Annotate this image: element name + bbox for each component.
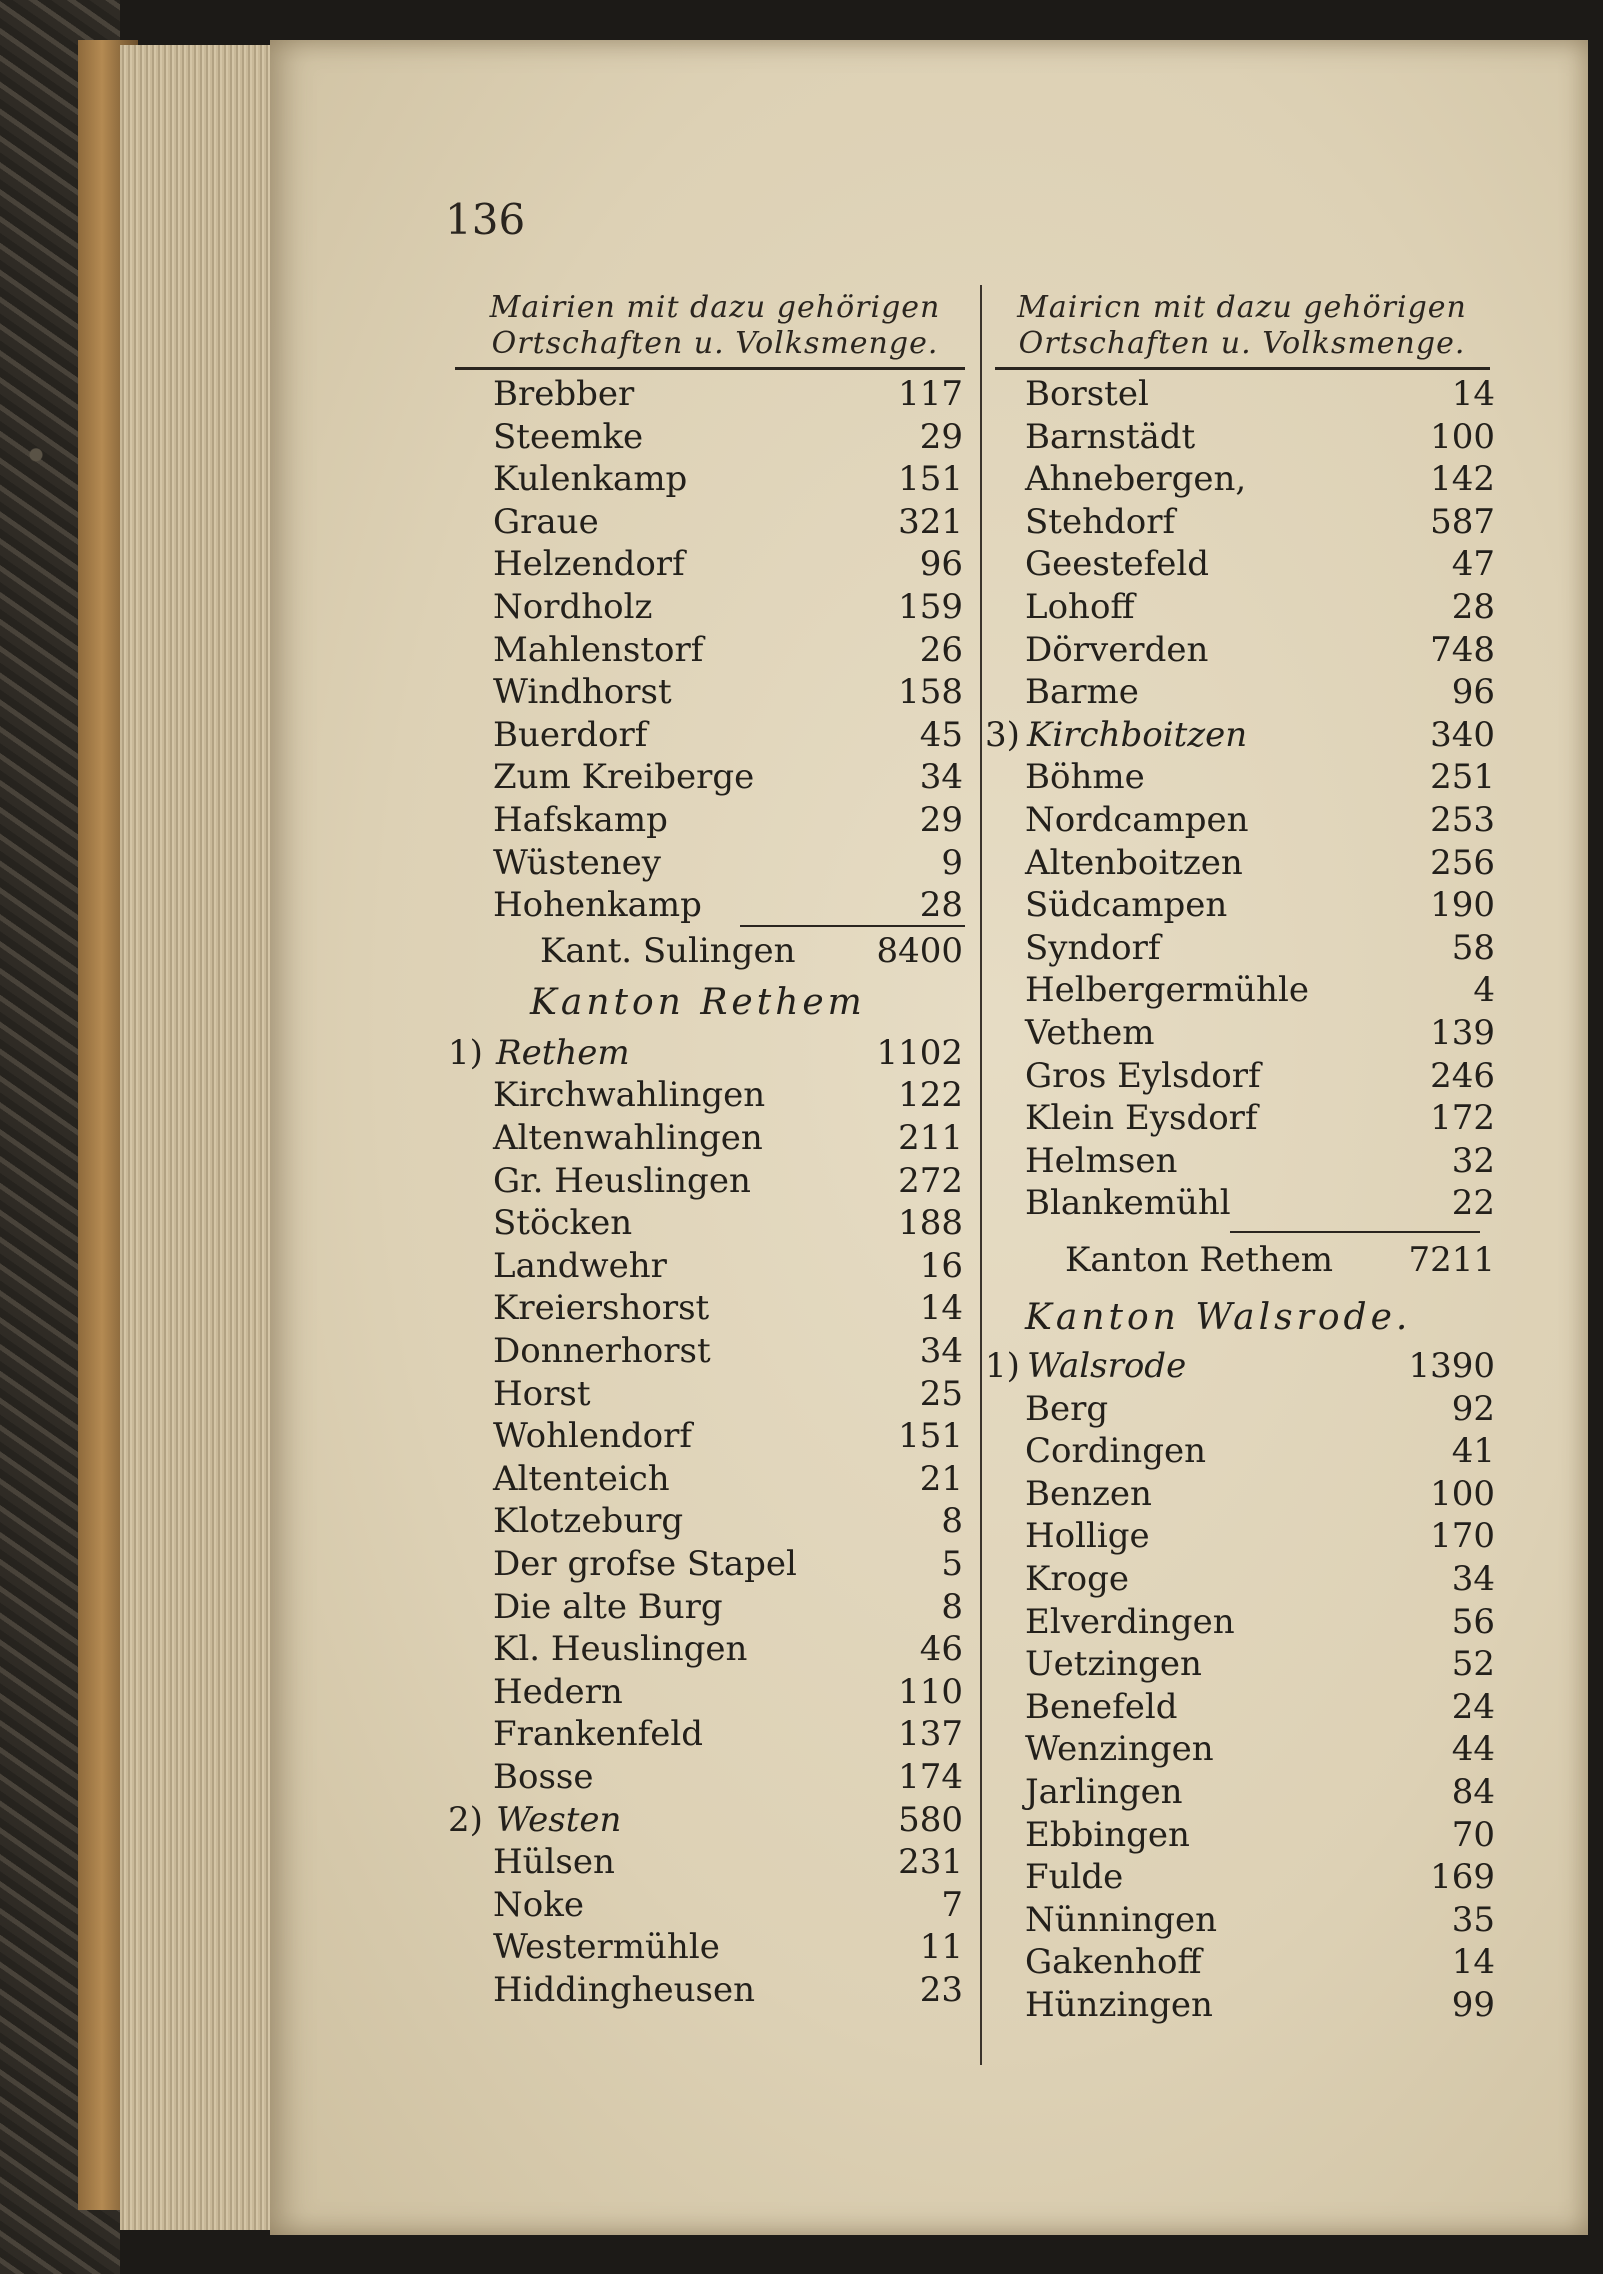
sum-rule bbox=[740, 925, 965, 927]
population-value: 587 bbox=[1430, 501, 1495, 542]
population-value: 151 bbox=[898, 459, 963, 500]
place-name: Gakenhoff bbox=[1025, 1942, 1202, 1983]
place-name: Geestefeld bbox=[1025, 544, 1209, 585]
place-row bbox=[493, 1160, 963, 1202]
population-value: 172 bbox=[1430, 1098, 1495, 1139]
place-name: Cordingen bbox=[1025, 1431, 1207, 1472]
place-row bbox=[493, 671, 963, 713]
place-row bbox=[1025, 1182, 1495, 1224]
place-name: Altenboitzen bbox=[1025, 842, 1243, 883]
population-value: 231 bbox=[898, 1842, 963, 1883]
place-row bbox=[493, 1628, 963, 1670]
place-name: Kirchwahlingen bbox=[493, 1075, 766, 1116]
population-value: 28 bbox=[919, 885, 963, 926]
place-row bbox=[1025, 671, 1495, 713]
place-name: Vethem bbox=[1025, 1013, 1155, 1053]
place-name: Klotzeburg bbox=[493, 1501, 684, 1542]
place-row bbox=[1025, 1388, 1495, 1430]
population-value: 9 bbox=[941, 842, 963, 883]
place-name: Nordholz bbox=[493, 587, 653, 627]
population-value: 170 bbox=[1430, 1516, 1495, 1557]
population-value: 100 bbox=[1430, 416, 1495, 457]
population-value: 14 bbox=[919, 1288, 963, 1329]
place-name: Kulenkamp bbox=[493, 459, 688, 500]
left-column-header bbox=[455, 290, 975, 362]
place-row bbox=[1025, 501, 1495, 543]
place-name: Barnstädt bbox=[1025, 416, 1196, 457]
population-value: 110 bbox=[898, 1671, 963, 1712]
left-header-line2: Ortschaften u. Volksmenge. bbox=[491, 326, 939, 361]
place-row bbox=[493, 1969, 963, 2011]
population-value: 29 bbox=[919, 416, 963, 457]
mairie-name: Rethem bbox=[496, 1032, 630, 1073]
place-row bbox=[1025, 1558, 1495, 1600]
place-name: Nordcampen bbox=[1025, 800, 1249, 840]
canton-total-label: Kanton Rethem bbox=[1065, 1240, 1334, 1280]
population-value: 122 bbox=[898, 1075, 963, 1116]
population-value: 29 bbox=[919, 800, 963, 840]
place-row bbox=[493, 501, 963, 543]
canton-heading: Kanton Rethem bbox=[530, 981, 866, 1023]
place-name: Mahlenstorf bbox=[493, 629, 704, 670]
place-name: Blankemühl bbox=[1025, 1183, 1231, 1224]
place-row bbox=[493, 842, 963, 884]
right-header-line1: Mairicn mit dazu gehörigen bbox=[1017, 290, 1467, 325]
place-name: Uetzingen bbox=[1025, 1644, 1202, 1685]
population-value: 4 bbox=[1473, 970, 1495, 1011]
canton-heading-row bbox=[1025, 1297, 1495, 1339]
place-row bbox=[1025, 1097, 1495, 1139]
place-row bbox=[493, 1543, 963, 1585]
place-name: Böhme bbox=[1025, 757, 1145, 798]
place-name: Helzendorf bbox=[493, 544, 685, 585]
place-row bbox=[493, 458, 963, 500]
population-value: 32 bbox=[1451, 1140, 1495, 1181]
place-row bbox=[493, 1884, 963, 1926]
place-name: Ahnebergen, bbox=[1025, 459, 1247, 500]
place-row bbox=[493, 1713, 963, 1755]
canton-heading: Kanton Walsrode. bbox=[1025, 1297, 1412, 1338]
population-value: 25 bbox=[919, 1373, 963, 1414]
place-name: Berg bbox=[1025, 1388, 1109, 1429]
place-name: Noke bbox=[493, 1884, 584, 1925]
mairie-number: 1) bbox=[985, 1346, 1020, 1386]
left-header-line1: Mairien mit dazu gehörigen bbox=[489, 290, 941, 325]
population-value: 340 bbox=[1430, 714, 1495, 755]
place-name: Borstel bbox=[1025, 374, 1149, 414]
place-name: Hülsen bbox=[493, 1842, 615, 1883]
place-name: Altenwahlingen bbox=[493, 1118, 763, 1158]
population-value: 142 bbox=[1430, 459, 1495, 500]
column-divider bbox=[980, 285, 982, 2065]
population-value: 92 bbox=[1451, 1388, 1495, 1429]
place-row bbox=[493, 1287, 963, 1329]
place-row bbox=[493, 1458, 963, 1500]
place-name: Nünningen bbox=[1025, 1899, 1217, 1940]
place-name: Der grofse Stapel bbox=[493, 1544, 797, 1584]
right-header-rule bbox=[995, 367, 1490, 370]
place-row bbox=[493, 1841, 963, 1883]
place-name: Kreiershorst bbox=[493, 1288, 710, 1329]
place-name: Windhorst bbox=[493, 672, 672, 713]
population-value: 246 bbox=[1430, 1055, 1495, 1096]
place-name: Elverdingen bbox=[1025, 1601, 1235, 1642]
population-value: 21 bbox=[919, 1458, 963, 1499]
place-row bbox=[1025, 1856, 1495, 1898]
population-value: 137 bbox=[898, 1714, 963, 1755]
population-value: 84 bbox=[1451, 1772, 1495, 1812]
place-row bbox=[493, 799, 963, 841]
place-row bbox=[493, 416, 963, 458]
population-value: 8 bbox=[941, 1501, 963, 1542]
population-value: 41 bbox=[1451, 1431, 1495, 1472]
place-name: Benefeld bbox=[1025, 1686, 1178, 1727]
canton-total-label: Kant. Sulingen bbox=[540, 930, 796, 971]
place-name: Zum Kreiberge bbox=[493, 757, 755, 798]
place-name: Hedern bbox=[493, 1671, 623, 1712]
mairie-number: 2) bbox=[448, 1799, 483, 1840]
population-value: 22 bbox=[1451, 1183, 1495, 1224]
place-name: Die alte Burg bbox=[493, 1586, 723, 1627]
place-row bbox=[493, 1117, 963, 1159]
population-value: 45 bbox=[919, 714, 963, 755]
place-row bbox=[1025, 1941, 1495, 1983]
population-value: 58 bbox=[1451, 927, 1495, 968]
population-value: 70 bbox=[1451, 1814, 1495, 1855]
place-row bbox=[493, 1756, 963, 1798]
place-row bbox=[1025, 458, 1495, 500]
place-row bbox=[493, 1586, 963, 1628]
population-value: 34 bbox=[919, 757, 963, 798]
place-row bbox=[1025, 1984, 1495, 2026]
place-name: Klein Eysdorf bbox=[1025, 1098, 1258, 1139]
place-row bbox=[1025, 586, 1495, 628]
place-row bbox=[493, 1202, 963, 1244]
population-value: 99 bbox=[1451, 1985, 1495, 2025]
mairie-name: Kirchboitzen bbox=[1027, 714, 1248, 755]
sum-rule bbox=[1230, 1231, 1480, 1233]
place-row bbox=[1025, 927, 1495, 969]
place-row bbox=[1025, 969, 1495, 1011]
place-name: Kroge bbox=[1025, 1559, 1130, 1599]
place-row bbox=[493, 373, 963, 415]
place-name: Buerdorf bbox=[493, 714, 648, 755]
place-name: Lohoff bbox=[1025, 587, 1135, 627]
canton-heading-row bbox=[530, 982, 963, 1024]
place-row bbox=[1025, 1771, 1495, 1813]
place-name: Fulde bbox=[1025, 1857, 1124, 1898]
place-row bbox=[493, 1415, 963, 1457]
place-name: Helbergermühle bbox=[1025, 970, 1309, 1011]
mairie-name: Westen bbox=[496, 1799, 622, 1840]
canton-total-value: 7211 bbox=[1408, 1240, 1495, 1280]
place-name: Donnerhorst bbox=[493, 1331, 711, 1371]
population-value: 28 bbox=[1451, 587, 1495, 627]
place-row bbox=[493, 1074, 963, 1116]
population-value: 253 bbox=[1430, 800, 1495, 840]
population-value: 34 bbox=[919, 1331, 963, 1371]
place-row bbox=[493, 756, 963, 798]
place-name: Stehdorf bbox=[1025, 501, 1176, 542]
place-row bbox=[1025, 416, 1495, 458]
population-value: 52 bbox=[1451, 1644, 1495, 1685]
mairie-number: 1) bbox=[448, 1032, 483, 1073]
place-name: Gros Eylsdorf bbox=[1025, 1055, 1261, 1096]
place-row bbox=[493, 714, 963, 756]
place-row bbox=[1025, 799, 1495, 841]
place-name: Hollige bbox=[1025, 1516, 1150, 1557]
mairie-row bbox=[985, 714, 1495, 756]
place-name: Kl. Heuslingen bbox=[493, 1629, 748, 1670]
place-name: Bosse bbox=[493, 1757, 594, 1797]
population-value: 46 bbox=[919, 1629, 963, 1670]
place-name: Wenzingen bbox=[1025, 1729, 1214, 1770]
population-value: 151 bbox=[898, 1416, 963, 1457]
place-row bbox=[493, 1330, 963, 1372]
population-value: 14 bbox=[1451, 1942, 1495, 1983]
page-number: 136 bbox=[445, 195, 526, 244]
population-value: 158 bbox=[898, 672, 963, 713]
place-row bbox=[1025, 1728, 1495, 1770]
place-row bbox=[1025, 1814, 1495, 1856]
place-row bbox=[1025, 756, 1495, 798]
population-value: 56 bbox=[1451, 1601, 1495, 1642]
place-name: Syndorf bbox=[1025, 927, 1161, 968]
population-value: 251 bbox=[1430, 757, 1495, 798]
place-name: Gr. Heuslingen bbox=[493, 1160, 751, 1201]
place-name: Dörverden bbox=[1025, 629, 1209, 670]
population-value: 139 bbox=[1430, 1013, 1495, 1053]
population-value: 100 bbox=[1430, 1473, 1495, 1514]
place-name: Stöcken bbox=[493, 1203, 633, 1244]
place-row bbox=[1025, 543, 1495, 585]
population-value: 580 bbox=[898, 1799, 963, 1840]
place-row bbox=[493, 543, 963, 585]
place-name: Helmsen bbox=[1025, 1140, 1178, 1181]
population-value: 24 bbox=[1451, 1686, 1495, 1727]
population-value: 272 bbox=[898, 1160, 963, 1201]
population-value: 174 bbox=[898, 1757, 963, 1797]
place-name: Horst bbox=[493, 1373, 591, 1414]
place-name: Hafskamp bbox=[493, 800, 668, 840]
place-row bbox=[1025, 1012, 1495, 1054]
place-name: Hiddingheusen bbox=[493, 1970, 755, 2010]
place-row bbox=[1025, 1601, 1495, 1643]
place-row bbox=[493, 629, 963, 671]
population-value: 169 bbox=[1430, 1857, 1495, 1898]
mairie-name: Walsrode bbox=[1027, 1346, 1187, 1386]
population-value: 748 bbox=[1430, 629, 1495, 670]
population-value: 96 bbox=[1451, 672, 1495, 713]
population-value: 11 bbox=[919, 1927, 963, 1968]
place-row bbox=[1025, 884, 1495, 926]
mairie-row bbox=[448, 1799, 963, 1841]
place-row bbox=[1025, 1140, 1495, 1182]
population-value: 23 bbox=[919, 1970, 963, 2010]
place-name: Altenteich bbox=[493, 1458, 670, 1499]
population-value: 34 bbox=[1451, 1559, 1495, 1599]
place-row bbox=[1025, 1643, 1495, 1685]
population-value: 14 bbox=[1451, 374, 1495, 414]
place-row bbox=[1025, 1473, 1495, 1515]
population-value: 1390 bbox=[1408, 1346, 1495, 1386]
left-header-rule bbox=[455, 367, 965, 370]
place-name: Barme bbox=[1025, 672, 1139, 713]
place-name: Südcampen bbox=[1025, 885, 1228, 926]
population-value: 190 bbox=[1430, 885, 1495, 926]
place-name: Steemke bbox=[493, 416, 644, 457]
place-name: Frankenfeld bbox=[493, 1714, 703, 1755]
place-name: Wüsteney bbox=[493, 842, 661, 883]
population-value: 211 bbox=[898, 1118, 963, 1158]
page-edges bbox=[120, 45, 280, 2230]
population-value: 16 bbox=[919, 1245, 963, 1286]
place-name: Graue bbox=[493, 501, 599, 542]
mairie-row bbox=[448, 1032, 963, 1074]
place-row bbox=[493, 884, 963, 926]
population-value: 188 bbox=[898, 1203, 963, 1244]
place-name: Landwehr bbox=[493, 1245, 667, 1286]
place-row bbox=[1025, 373, 1495, 415]
population-value: 44 bbox=[1451, 1729, 1495, 1770]
place-row bbox=[1025, 629, 1495, 671]
population-value: 117 bbox=[898, 374, 963, 414]
place-row bbox=[1025, 1686, 1495, 1728]
population-value: 47 bbox=[1451, 544, 1495, 585]
place-name: Jarlingen bbox=[1025, 1772, 1183, 1812]
mairie-number: 3) bbox=[985, 714, 1020, 755]
population-value: 5 bbox=[941, 1544, 963, 1584]
population-value: 7 bbox=[941, 1884, 963, 1925]
population-value: 35 bbox=[1451, 1899, 1495, 1940]
place-name: Benzen bbox=[1025, 1473, 1152, 1514]
population-value: 321 bbox=[898, 501, 963, 542]
place-name: Wohlendorf bbox=[493, 1416, 692, 1457]
place-row bbox=[493, 586, 963, 628]
place-row bbox=[493, 1926, 963, 1968]
place-row bbox=[1025, 1430, 1495, 1472]
population-value: 1102 bbox=[876, 1032, 963, 1073]
canton-total-row bbox=[540, 930, 963, 972]
right-header-line2: Ortschaften u. Volksmenge. bbox=[1018, 326, 1466, 361]
population-value: 159 bbox=[898, 587, 963, 627]
mairie-row bbox=[985, 1345, 1495, 1387]
place-row bbox=[493, 1373, 963, 1415]
place-row bbox=[1025, 1515, 1495, 1557]
population-value: 26 bbox=[919, 629, 963, 670]
canton-total-value: 8400 bbox=[876, 930, 963, 971]
population-value: 256 bbox=[1430, 842, 1495, 883]
place-row bbox=[1025, 1899, 1495, 1941]
population-value: 96 bbox=[919, 544, 963, 585]
place-row bbox=[493, 1500, 963, 1542]
place-name: Hünzingen bbox=[1025, 1985, 1213, 2025]
place-row bbox=[493, 1671, 963, 1713]
canton-total-row bbox=[1065, 1239, 1495, 1281]
right-column-header bbox=[982, 290, 1502, 362]
place-name: Hohenkamp bbox=[493, 885, 702, 926]
place-name: Westermühle bbox=[493, 1927, 720, 1968]
population-value: 8 bbox=[941, 1586, 963, 1627]
place-name: Brebber bbox=[493, 374, 635, 414]
place-row bbox=[1025, 842, 1495, 884]
place-name: Ebbingen bbox=[1025, 1814, 1190, 1855]
place-row bbox=[1025, 1055, 1495, 1097]
place-row bbox=[493, 1245, 963, 1287]
